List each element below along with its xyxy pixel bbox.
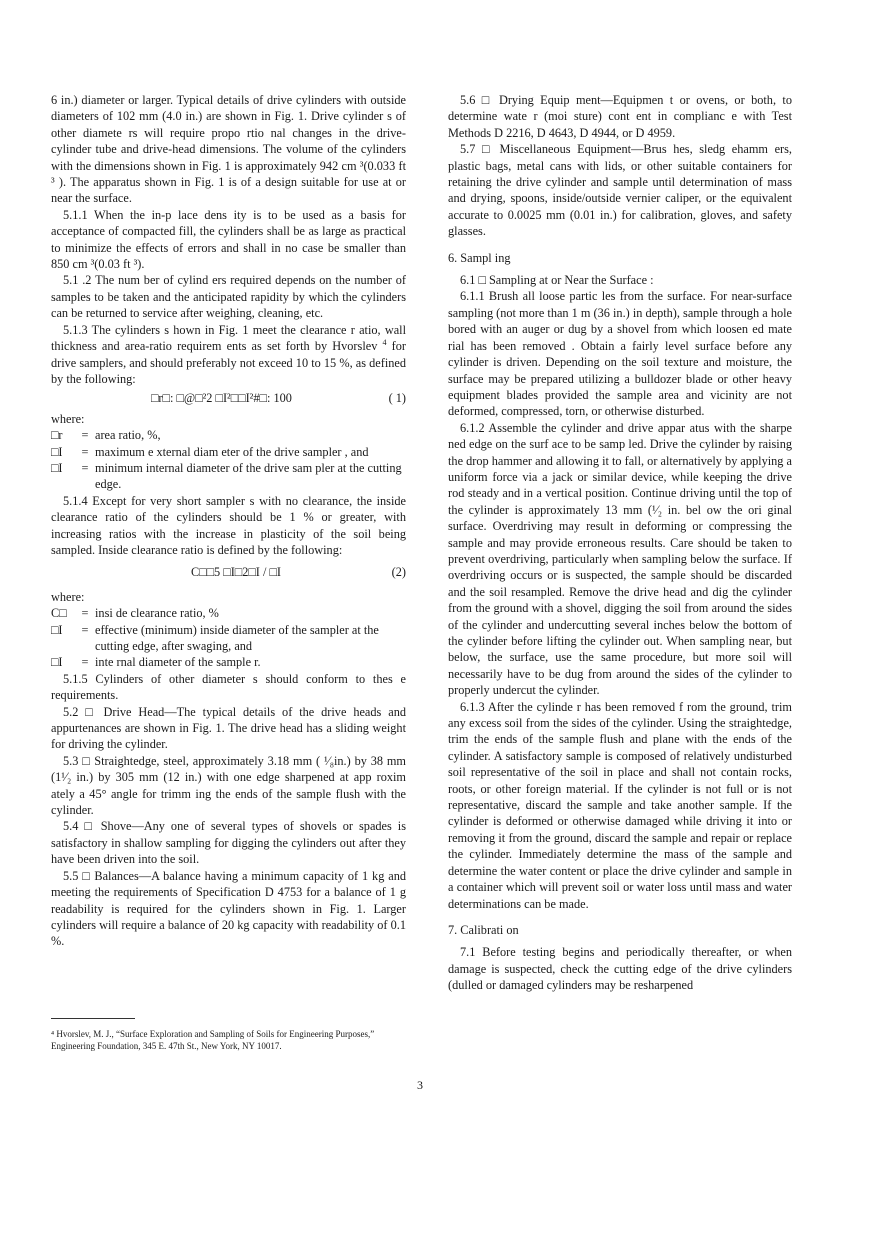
definition-row	[51, 444, 406, 460]
equation-2-expression: C□□5 □I□2□I / □I	[191, 565, 281, 580]
right-column	[448, 92, 792, 994]
definition-equals: =	[81, 622, 89, 637]
definition-equals: =	[81, 606, 89, 621]
footnote: ⁴ Hvorslev, M. J., “Surface Exploration and Sampling of Soils for Engineering Purposes,” Engineering Foundation, 345 E. 47th St., New York, NY 10017.	[51, 1029, 375, 1051]
paragraph-5-1-5: 5.1.5 Cylinders of other diameter s should conform to thes e requirements.	[51, 671, 406, 703]
definition-text: effective (minimum) inside diameter of the sampler at the cutting edge, after swaging, and	[95, 622, 379, 653]
definition-row	[51, 654, 406, 670]
definition-equals: =	[81, 460, 89, 475]
paragraph-5-1-2: 5.1 .2 The num ber of cylind ers required depends on the number of samples to be taken and the anticipated rapidity by which the cylinders can be returned to service after weighing, cleaning, etc.	[51, 273, 406, 321]
definition-equals: =	[81, 655, 89, 670]
paragraph-5-1-4: 5.1.4 Except for very short sampler s with no clearance, the inside clearance ratio of the cylinders should be 1 % or greater, with increasing ratios with the increase in plasticity of the soil being sampled. Inside clearance ratio is defined by the following:	[51, 493, 406, 557]
definition-text: insi de clearance ratio, %	[95, 606, 219, 621]
paragraph-5-1-3	[51, 322, 406, 388]
definition-symbol: □I	[51, 622, 63, 637]
paragraph-5-1-3-part-a: 5.1.3 The cylinders s hown in Fig. 1 meet the clearance r atio, wall thickness and area-ratio requirem ents as set forth by Hvorslev	[51, 322, 406, 354]
section-heading-7: 7. Calibrati on	[448, 922, 519, 937]
paragraph-intro: 6 in.) diameter or larger. Typical details of drive cylinders with outside diameters of 102 mm (4.0 in.) are shown in Fig. 1. Drive cylinder s of other diamete rs will require propo rtio nal changes in the drive-cylinder tube and drive-head dimensions. The volume of the cylinders with the dimensions shown in Fig. 1 is approximately 942 cm ³(0.033 ft ³ ). The apparatus shown in Fig. 1 is of a design suitable for use at or near the surface.	[51, 93, 406, 206]
definition-text: minimum internal diameter of the drive sam pler at the cutting edge.	[95, 460, 402, 492]
paragraph-5-2: 5.2 □ Drive Head—The typical details of the drive heads and appurtenances are shown in Fig. 1. The drive head has a sliding weight for driving the cylinder.	[51, 704, 406, 752]
paragraph-5-7: 5.7 □ Miscellaneous Equipment—Brus hes, sledg ehamm ers, plastic bags, metal cans with lids, or other suitable containers for retaining the drive cylinder and sample until determination of mass and drying, spoons, inside/outside vernier caliper, or the equivalent accurate to 0.0025 mm (0.01 in.) for calibration, gloves, and safety glasses.	[448, 142, 792, 239]
paragraph-6-1: 6.1 □ Sampling at or Near the Surface :	[460, 273, 654, 288]
definition-text: maximum e xternal diam eter of the drive sampler , and	[95, 444, 369, 459]
footnote-ref: 4	[382, 338, 387, 347]
definition-row	[51, 622, 406, 655]
definition-row	[51, 427, 406, 443]
definition-text: area ratio, %,	[95, 428, 161, 443]
equation-1-number: ( 1)	[388, 391, 406, 406]
definition-equals: =	[81, 444, 89, 459]
definitions-1	[51, 427, 406, 493]
definition-symbol: □I	[51, 655, 63, 670]
equation-1-expression: □r□: □@□²2 □I²□□I²#□: 100	[151, 391, 292, 406]
paragraph-7-1: 7.1 Before testing begins and periodically thereafter, or when damage is suspected, check the cutting edge of the drive cylinders (dulled or damaged cylinders may be resharpened	[448, 945, 792, 993]
equation-2-number: (2)	[391, 565, 406, 580]
paragraph-5-4: 5.4 □ Shove—Any one of several types of shovels or spades is satisfactory in shallow sampling for digging the cylinders out after they have been driven into the soil.	[51, 819, 406, 867]
paragraph-6-1-3: 6.1.3 After the cylinde r has been removed f rom the ground, trim any excess soil from the sides of the cylinder. Using the straightedge, trim the ends of the sample flush and plane with the ends of the cylinder. A satisfactory sample is composed of relatively undisturbed soil representative of the soil in place and shall not contain rocks, roots, or other foreign material. If the cylinder is not full or is not representative, discard the sample and take another sample. If the cylinder is deformed or otherwise damaged while driving it into or removing it from the ground, discard the sample and repair or replace the cylinder. Immediately determine the mass of the sample and determine the water content or place the drive cylinder and sample in a container which will prevent soil or water loss until mass and water determinations can be made.	[448, 699, 792, 911]
paragraph-5-3: 5.3 □ Straightedge, steel, approximately 3.18 mm ( ¹⁄₈in.) by 38 mm (1¹⁄₂ in.) by 305 mm (12 in.) with one edge sharpened at app roxim ately a 45° angle for trimm ing the ends of the sample flush with the cylinder.	[51, 753, 406, 818]
definition-text: inte rnal diameter of the sample r.	[95, 655, 261, 670]
section-heading-6: 6. Sampl ing	[448, 250, 511, 265]
footnote-divider	[51, 1018, 135, 1019]
paragraph-5-1-3-part-b: for drive samplers, and should preferably not exceed 10 to 15 %, as defined by the following:	[51, 339, 406, 386]
definition-equals: =	[81, 428, 89, 443]
page-number: 3	[417, 1078, 423, 1092]
paragraph-6-1-1: 6.1.1 Brush all loose partic les from the surface. For near-surface sampling (not more than 1 m (36 in.) in depth), sample through a hole bored with an auger or dug by a shovel from which loosen ed mate rial has been removed . Obtain a fairly level surface before any cylinder is driven. Depending on the soil texture and moisture, the surface may be prepared utilizing a bulldozer blade or other heavy equipment blades provided the sample area and vicinity are not deformed, compressed, torn, or otherwise disturbed.	[448, 289, 792, 419]
definition-symbol: C□	[51, 606, 67, 621]
definition-row	[51, 605, 406, 621]
paragraph-5-6: 5.6 □ Drying Equip ment—Equipmen t or ovens, or both, to determine wate r (moi sture) cont ent in complianc e with Test Methods D 2216, D 4643, D 4944, or D 4959.	[448, 93, 792, 140]
left-column	[51, 92, 406, 950]
paragraph-6-1-2: 6.1.2 Assemble the cylinder and drive appar atus with the sharpe ned edge on the surf ace to be samp led. Drive the cylinder by raising the drop hammer and allowing it to fall, or alternatively by applying a uniform force via a jack or similar device, while keeping the drive rod steady and in a vertical position. Continue driving until the top of the cylinder is approximately 13 mm (¹⁄₂ in. bel ow the ori ginal surface. Overdriving may result in deforming or compressing the sample and may provide erroneous results. Care should be taken to prevent overdriving, particularly when sampling below the surface. If overdriving occurs or is suspected, the sample should be discarded and the soil resampled. Remove the drive head and dig the cylinder from the ground with a shovel, digging the soil from around the sides of the cylinder and undercutting several inches below the bottom of the cylinder before lifting the cylinder out. When sampling near, but below, the surface, use the same procedure, but more soil will necessarily have to be dug from around the sides of the cylinder to properly undercut the cylinder.	[448, 420, 792, 698]
paragraph-5-5: 5.5 □ Balances—A balance having a minimum capacity of 1 kg and meeting the requirements of Specification D 4753 for a balance of 1 g readability is required for the cylinders shown in Fig. 1. Larger cylinders will require a balance of 20 kg capacity with readability of 0.1 %.	[51, 868, 406, 949]
where-label-1: where:	[51, 411, 85, 426]
equation-1	[51, 390, 406, 406]
where-label-2: where:	[51, 589, 85, 604]
definition-symbol: □I	[51, 444, 63, 459]
definitions-2	[51, 605, 406, 671]
definition-symbol: □r	[51, 428, 63, 443]
definition-row	[51, 460, 406, 493]
paragraph-5-1-1: 5.1.1 When the in-p lace dens ity is to be used as a basis for acceptance of compacted fill, the cylinders shall be as large as practical to minimize the effects of errors and shall in no case be smaller than 850 cm ³(0.03 ft ³).	[51, 207, 406, 272]
definition-symbol: □I	[51, 460, 63, 475]
equation-2	[51, 564, 406, 580]
